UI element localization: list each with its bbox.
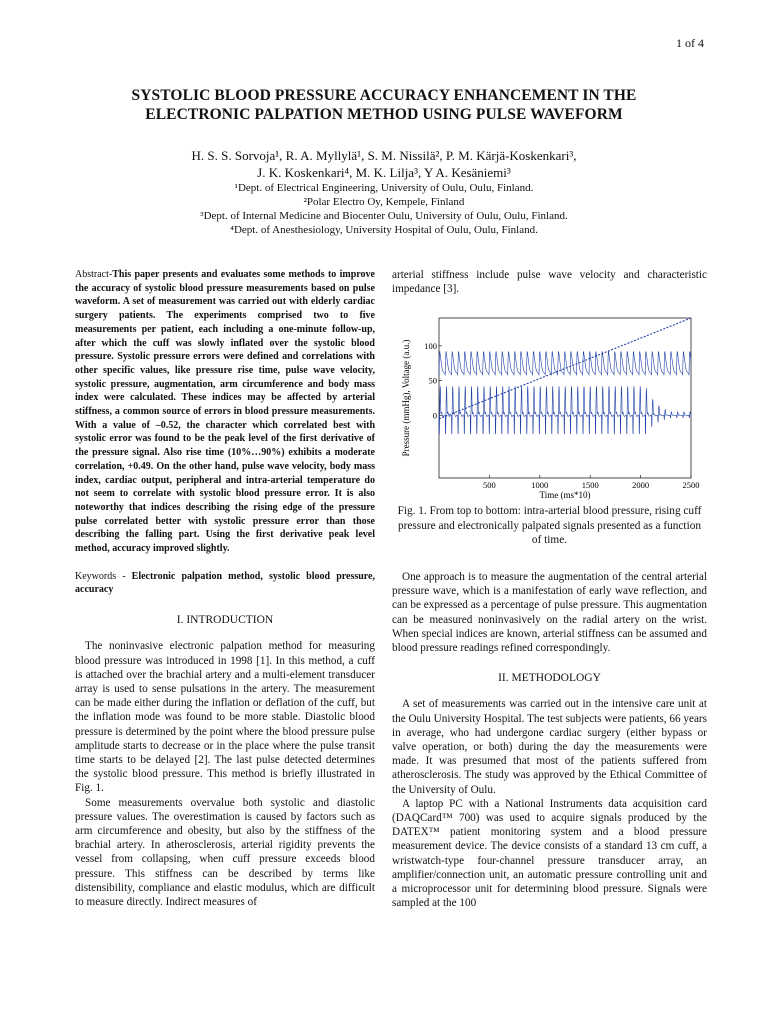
section-heading-introduction: I. INTRODUCTION xyxy=(176,614,274,627)
intro-paragraph-1: The noninvasive electronic palpation method for measuring blood pressure was introduced in 1998 [1]. In this method, a cuff is attached over the brachial artery and a multi-element transducer array is used to sense pulsations in the artery. The measurement can be made either during the inflation or deflation of the cuff, but the inflation mode was found to be more stable. Diastolic blood pressure is determined by the point where the blood pressure pulse amplitude starts to decrease or in the place where the pulse transit time starts to be delayed [2]. The last pulse detected determines the systolic blood pressure. This method is briefly illustrated in Fig. 1. xyxy=(75,640,375,795)
x-tick-label: 1500 xyxy=(581,480,599,491)
intro-paragraph-2: Some measurements overvalue both systolic and diastolic pressure values. The overestimation is caused by factors such as arm circumference and obesity, but also by the stiffness of the brachial artery. In atherosclerosis, arterial rigidity prevents the vessel from collapsing, when cuff pressure exceeds blood pressure. This stiffness can be described by terms like distensibility, compliance and elastic modulus, which are difficult to measure directly. Indirect measures of xyxy=(75,796,375,909)
chart-series xyxy=(439,318,691,434)
affiliations xyxy=(60,181,708,237)
abstract-label: Abstract- xyxy=(75,269,113,280)
figure-1-chart xyxy=(392,310,707,500)
right-paragraph-1: One approach is to measure the augmentation of the central arterial pressure wave, which is a manifestation of early wave reflection, and can be expressed as a percentage of pulse pressure. This augmentation can be measured noninvasively on the radial artery on the wrist. When special indices are known, arterial stiffness can be assumed and blood pressure readings refined correspondingly. xyxy=(392,570,707,654)
keywords-text: Electronic palpation method, systolic blood pressure, accuracy xyxy=(75,570,375,596)
x-tick-label: 1000 xyxy=(531,480,549,491)
affiliation-4: ⁴Dept. of Anesthesiology, University Hospital of Oulu, Oulu, Finland. xyxy=(230,224,538,236)
affiliation-3: ³Dept. of Internal Medicine and Biocenter Oulu, University of Oulu, Oulu, Finland. xyxy=(200,210,568,222)
right-paragraph-0: arterial stiffness include pulse wave velocity and characteristic impedance [3]. xyxy=(392,269,707,296)
authors-line-1: H. S. S. Sorvoja¹, R. A. Myllylä¹, S. M. Nissilä², P. M. Kärjä-Koskenkari³, xyxy=(191,148,577,163)
series-intra-arterial-pressure xyxy=(439,352,691,376)
right-column xyxy=(392,268,707,910)
abstract-text: This paper presents and evaluates some methods to improve the accuracy of systolic blood pressure measurements based on pulse waveform. A set of measurement was carried out with elderly cardiac surgery patients. The experiments comprised two to five measurements per patient, each including a one-minute follow-up, after which the cuff was slowly inflated over the systolic blood pressure. Systolic pressure errors were defined and correlations with other specific values, like pressure rise time, pulse wave velocity, systolic pressure, augmentation, arm circumference and body mass index were calculated. These indices may be affected by arterial stiffness, a common source of errors in blood pressure measurements. With a value of –0.52, the character which correlated best with systolic error was found to be the peak level of the first derivative of the pressure signal. Also rise time (10%…90%) exhibits a moderate correlation, +0.49. On the other hand, pulse wave velocity, body mass index, cardiac output, peripheral and intra-arterial temperature do not seem to correlate with systolic blood pressure error. It is also noteworthy that indices describing the rising edge of the pressure pulse correlated better with systolic pressure error than those describing the falling part. Using the first derivative peak level method, accuracy improved slightly. xyxy=(75,269,375,555)
abstract xyxy=(75,268,375,556)
authors xyxy=(60,147,708,181)
authors-line-2: J. K. Koskenkari⁴, M. K. Lilja³, Y A. Kesäniemi³ xyxy=(257,165,511,180)
method-paragraph-1: A set of measurements was carried out in the intensive care unit at the Oulu University Hospital. The test subjects were patients, 66 years in average, who had undergone cardiac surgery (either bypass or valve operation, or both) during the day the measurements were made. It was presumed that most of the patients suffered from atherosclerosis. The study was approved by the Ethical Committee of the University of Oulu. xyxy=(392,698,707,796)
x-tick-label: 500 xyxy=(483,480,496,491)
y-tick-label: 100 xyxy=(424,341,437,352)
y-axis-label: Pressure (mmHg), Voltage (a.u.) xyxy=(401,340,411,457)
section-heading-methodology: II. METHODOLOGY xyxy=(498,672,601,685)
keywords xyxy=(75,570,375,597)
paper-title xyxy=(60,86,708,124)
y-tick-label: 50 xyxy=(428,376,437,387)
figure-1-caption: Fig. 1. From top to bottom: intra-arterial blood pressure, rising cuff pressure and electronically palpated signals presented as a function of time. xyxy=(397,505,702,547)
x-tick-label: 2500 xyxy=(682,480,700,491)
page-number: 1 of 4 xyxy=(676,36,704,50)
left-column xyxy=(75,268,375,909)
method-paragraph-2: A laptop PC with a National Instruments data acquisition card (DAQCard™ 700) was used to acquire signals produced by the DATEX™ patient monitoring system and a blood pressure measurement device. The device consists of a standard 13 cm cuff, a wristwatch-type four-channel pressure transducer array, an amplifier/connection unit, an automatic pressure controlling unit and a microprocessor unit for determining blood pressure. Signals were sampled at the 100 xyxy=(392,797,707,910)
series-palpated-signals xyxy=(439,387,691,435)
keywords-label: Keywords - xyxy=(75,570,132,582)
affiliation-2: ²Polar Electro Oy, Kempele, Finland xyxy=(303,196,465,208)
x-axis-label: Time (ms*10) xyxy=(539,490,591,501)
chart-svg xyxy=(392,310,707,500)
x-tick-label: 2000 xyxy=(632,480,650,491)
affiliation-1: ¹Dept. of Electrical Engineering, University of Oulu, Oulu, Finland. xyxy=(234,182,534,194)
title-line-1: SYSTOLIC BLOOD PRESSURE ACCURACY ENHANCEMENT IN THE xyxy=(131,87,637,104)
title-line-2: ELECTRONIC PALPATION METHOD USING PULSE WAVEFORM xyxy=(145,106,623,123)
y-tick-label: 0 xyxy=(432,410,437,421)
